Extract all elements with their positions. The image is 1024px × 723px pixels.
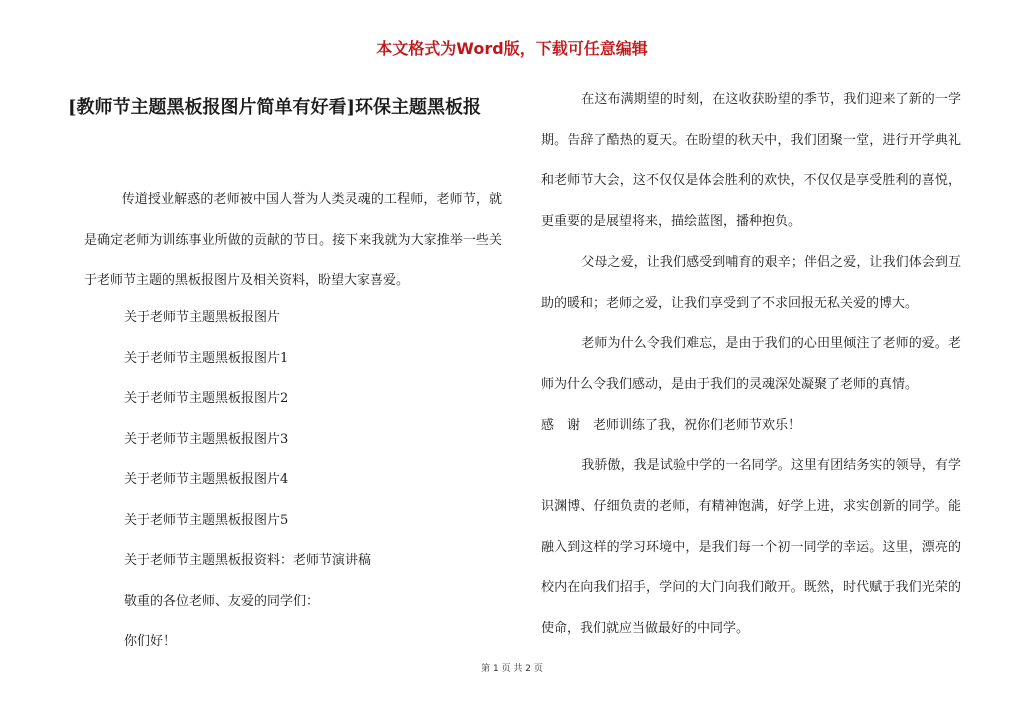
list-item: 关于老师节主题黑板报图片5 — [124, 513, 289, 528]
intro-paragraph: 传道授业解惑的老师被中国人誉为人类灵魂的工程师，老师节，就是确定老师为训练事业所做的贡献的节日。接下来我就为大家推举一些关于老师节主题的黑板报图片及相关资料，盼望大家喜爱。 — [84, 192, 502, 289]
page-footer: 第 1 页 共 2 页 — [481, 664, 543, 674]
document-title: [教师节主题黑板报图片简单有好看]环保主题黑板报 — [68, 97, 482, 118]
list-item: 关于老师节主题黑板报图片 — [124, 310, 281, 325]
body-paragraph: 在这布满期望的时刻，在这收获盼望的季节，我们迎来了新的一学期。告辞了酷热的夏天。在盼望的秋天中，我们团聚一堂，进行开学典礼和老师节大会，这不仅仅是体会胜利的欢快，不仅仅是享受胜利的喜悦，更重要的是展望将来，描绘蓝图，播种抱负。 — [541, 92, 961, 230]
body-paragraph: 老师为什么令我们难忘，是由于我们的心田里倾注了老师的爱。老师为什么令我们感动，是由于我们的灵魂深处凝聚了老师的真情。 — [541, 336, 961, 392]
right-column — [541, 80, 961, 650]
list-item: 关于老师节主题黑板报图片4 — [124, 472, 289, 487]
list-item: 关于老师节主题黑板报资料：老师节演讲稿 — [124, 553, 372, 568]
list-item: 关于老师节主题黑板报图片1 — [124, 351, 289, 366]
left-column — [84, 180, 502, 302]
thanks-line: 感 谢 老师训练了我，祝你们老师节欢乐！ — [541, 417, 802, 433]
download-banner: 本文格式为Word版，下载可任意编辑 — [376, 39, 648, 58]
list-item: 关于老师节主题黑板报图片3 — [124, 432, 289, 447]
salutation-line: 敬重的各位老师、友爱的同学们： — [124, 594, 320, 609]
list-item: 关于老师节主题黑板报图片2 — [124, 391, 289, 406]
body-paragraph: 父母之爱，让我们感受到哺育的艰辛；伴侣之爱，让我们体会到互助的暖和；老师之爱，让我们享受到了不求回报无私关爱的博大。 — [541, 254, 961, 311]
body-paragraph: 我骄傲，我是试验中学的一名同学。这里有团结务实的领导，有学识渊博、仔细负责的老师，有精神饱满，好学上进，求实创新的同学。能融入到这样的学习环境中，是我们每一个初一同学的幸运。这里，漂亮的校内在向我们招手，学问的大门向我们敞开。既然，时代赋于我们光荣的使命，我们就应当做最好的中同学。 — [541, 458, 961, 637]
greeting-line: 你们好！ — [124, 634, 177, 649]
